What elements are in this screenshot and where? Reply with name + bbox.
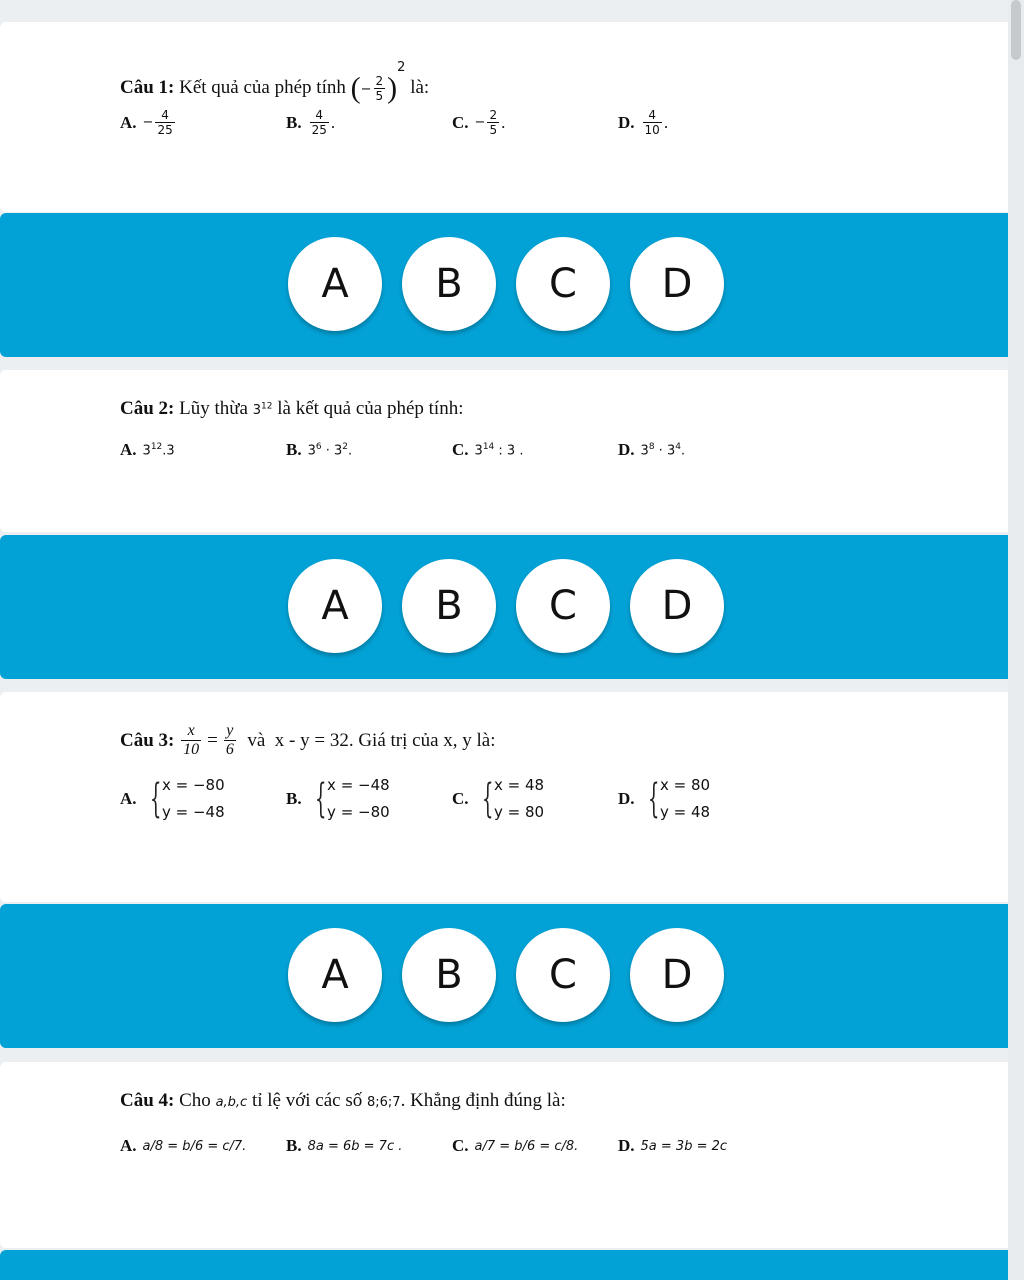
answer-button-d[interactable]: D	[630, 928, 724, 1022]
variables: a,b,c	[215, 1095, 248, 1110]
answer-bar-4	[0, 1250, 1024, 1280]
answer-button-b[interactable]: B	[402, 237, 496, 331]
paren-close: )	[387, 71, 398, 105]
answer-button-b[interactable]: B	[402, 559, 496, 653]
question-1-text: Câu 1: Kết quả của phép tính (− $\frac{2}{5}$ )$^2$ là:	[120, 60, 430, 105]
answer-bar-3	[0, 904, 1024, 1048]
answer-button-c[interactable]: C	[516, 928, 610, 1022]
option-1b: B. $\frac{4}{25}$ .	[286, 108, 336, 137]
option-3b: B. { x = −48 y = −80	[286, 776, 390, 822]
question-number: Câu 4:	[120, 1090, 175, 1111]
question-text: và	[247, 729, 266, 751]
question-card-2	[0, 370, 1020, 532]
scrollbar[interactable]	[1008, 0, 1024, 1280]
option-2d: D. $3^8 \cdot 3^4$.	[618, 440, 686, 459]
option-4a: A. a/8 = b/6 = c/7.	[120, 1136, 247, 1155]
question-number: Câu 1:	[120, 77, 175, 98]
option-4c: C. a/7 = b/6 = c/8.	[452, 1136, 579, 1155]
question-2-text	[120, 398, 463, 420]
option-2a: A. $3^{12}.3$	[120, 440, 175, 459]
answer-button-d[interactable]: D	[630, 237, 724, 331]
question-4-text	[120, 1090, 566, 1112]
paren-open: (	[350, 71, 361, 105]
ratio-numbers: 8;6;7	[367, 1095, 401, 1110]
option-3a: A. { x = −80 y = −48	[120, 776, 225, 822]
answer-bar-1	[0, 213, 1024, 357]
question-card-4	[0, 1062, 1020, 1248]
question-number: Câu 3:	[120, 729, 175, 751]
option-3d: D. { x = 80 y = 48	[618, 776, 711, 822]
option-2b: B. $3^6 \cdot 3^2$.	[286, 440, 353, 459]
question-text: Lũy thừa	[179, 398, 248, 419]
answer-bar-2	[0, 535, 1024, 679]
option-4b: B. 8a = 6b = 7c .	[286, 1136, 403, 1155]
question-card-3	[0, 692, 1020, 902]
answer-button-b[interactable]: B	[402, 928, 496, 1022]
condition: x - y = 32.	[274, 729, 354, 751]
question-3-text: Câu 3: $\frac{x}{10}$ = $\frac{y}{6}$ và x - y = 32. Giá trị của x, y là:	[120, 722, 496, 758]
scrollbar-thumb[interactable]	[1011, 0, 1021, 60]
question-text: Kết quả của phép tính	[179, 77, 346, 98]
power: $3^{12}$	[252, 401, 273, 418]
question-text-tail: là kết quả của phép tính:	[277, 398, 464, 419]
option-1c: C. − $\frac{2}{5}$ .	[452, 108, 506, 137]
answer-button-c[interactable]: C	[516, 559, 610, 653]
exponent: 2	[397, 60, 406, 75]
answer-button-c[interactable]: C	[516, 237, 610, 331]
question-number: Câu 2:	[120, 398, 175, 419]
option-1d: D. $\frac{4}{10}$ .	[618, 108, 669, 137]
answer-button-a[interactable]: A	[288, 559, 382, 653]
option-3c: C. { x = 48 y = 80	[452, 776, 545, 822]
answer-button-a[interactable]: A	[288, 237, 382, 331]
question-text: Cho	[179, 1090, 211, 1111]
option-4d: D. 5a = 3b = 2c	[618, 1136, 728, 1155]
option-2c: C. $3^{14}$ : 3 .	[452, 440, 524, 459]
question-text-tail: là:	[410, 77, 430, 98]
question-card-1	[0, 22, 1020, 212]
fraction-y: $\frac{y}{6}$	[225, 722, 234, 758]
fraction: $\frac{2}{5}$	[375, 74, 384, 104]
question-text-tail: . Khẳng định đúng là:	[400, 1090, 566, 1111]
answer-button-a[interactable]: A	[288, 928, 382, 1022]
question-text-mid: tỉ lệ với các số	[251, 1090, 363, 1111]
fraction-x: $\frac{x}{10}$	[183, 722, 200, 758]
answer-button-d[interactable]: D	[630, 559, 724, 653]
option-1a: A. − $\frac{4}{25}$	[120, 108, 173, 137]
question-text-tail: Giá trị của x, y là:	[358, 729, 496, 751]
